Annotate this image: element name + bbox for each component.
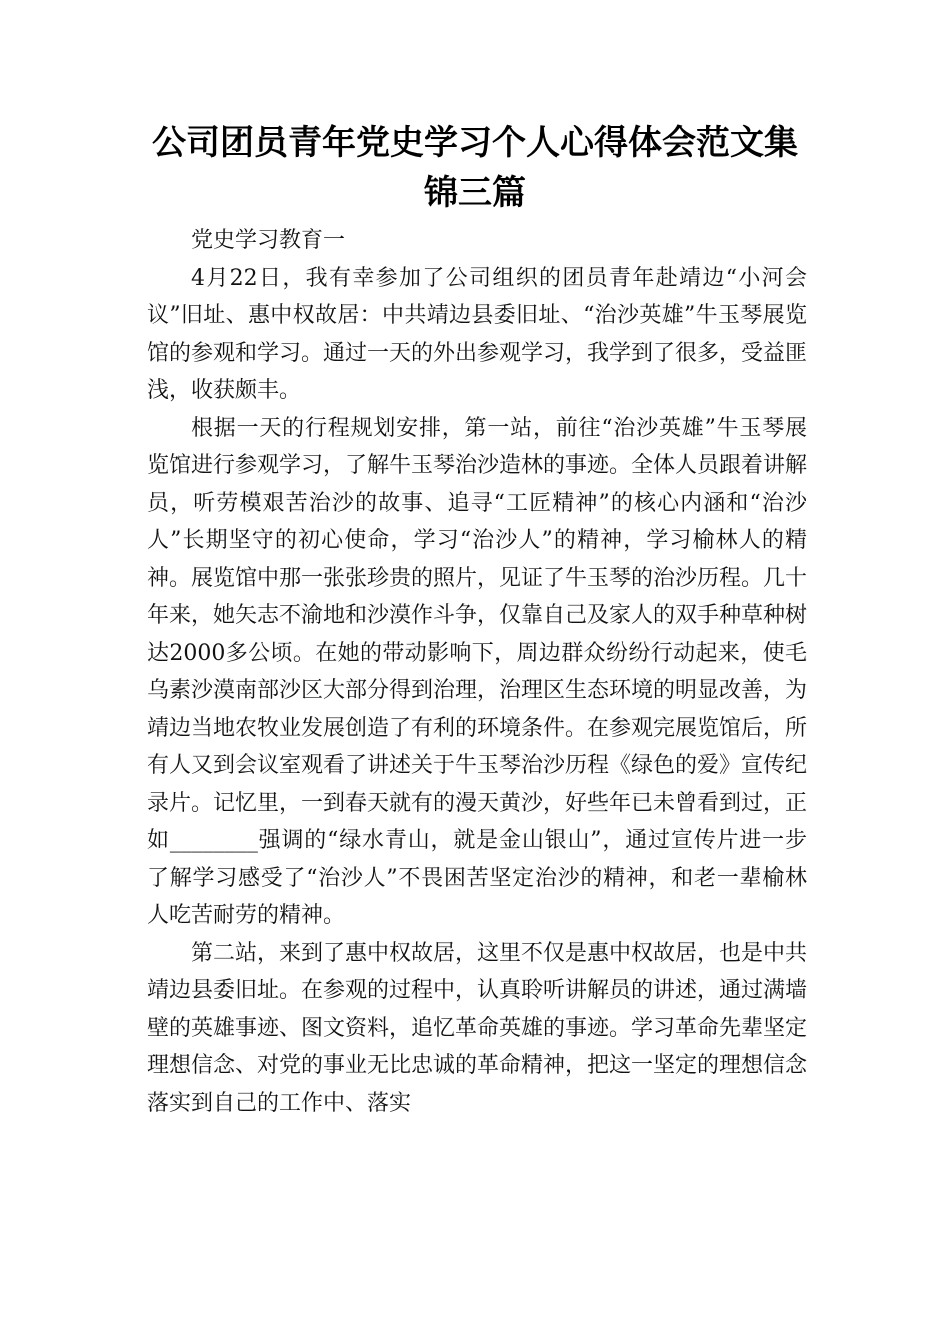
document-title: 公司团员青年党史学习个人心得体会范文集锦三篇 [152, 123, 798, 213]
document-body [147, 222, 807, 1122]
paragraph-section-heading: 党史学习教育一 [191, 228, 346, 253]
paragraph: 第二站，来到了惠中权故居，这里不仅是惠中权故居，也是中共靖边县委旧址。在参观的过程中，认真聆听讲解员的讲述，通过满墙壁的英雄事迹、图文资料，追忆革命英雄的事迹。学习革命先辈坚定理想信念、对党的事业无比忠诚的革命精神，把这一坚定的理想信念落实到自己的工作中、落实 [147, 940, 808, 1116]
paragraph: 根据一天的行程规划安排，第一站，前往“治沙英雄”牛玉琴展览馆进行参观学习，了解牛玉琴治沙造林的事迹。全体人员跟着讲解员，听劳模艰苦治沙的故事、追寻“工匠精神”的核心内涵和“治沙人”长期坚守的初心使命，学习“治沙人”的精神，学习榆林人的精神。展览馆中那一张张珍贵的照片，见证了牛玉琴的治沙历程。几十年来，她矢志不渝地和沙漠作斗争，仅靠自己及家人的双手种草种树达2000多公顷。在她的带动影响下，周边群众纷纷行动起来，使毛乌素沙漠南部沙区大部分得到治理，治理区生态环境的明显改善，为靖边当地农牧业发展创造了有利的环境条件。在参观完展览馆后，所有人又到会议室观看了讲述关于牛玉琴治沙历程《绿色的爱》宣传纪录片。记忆里，一到春天就有的漫天黄沙，好些年已未曾看到过，正如________强调的“绿水青山，就是金山银山”，通过宣传片进一步了解学习感受了“治沙人”不畏困苦坚定治沙的精神，和老一辈榆林人吃苦耐劳的精神。 [147, 415, 808, 928]
paragraph: 4月22日，我有幸参加了公司组织的团员青年赴靖边“小河会议”旧址、惠中权故居：中共靖边县委旧址、“治沙英雄”牛玉琴展览馆的参观和学习。通过一天的外出参观学习，我学到了很多，受益匪浅，收获颇丰。 [147, 265, 808, 403]
